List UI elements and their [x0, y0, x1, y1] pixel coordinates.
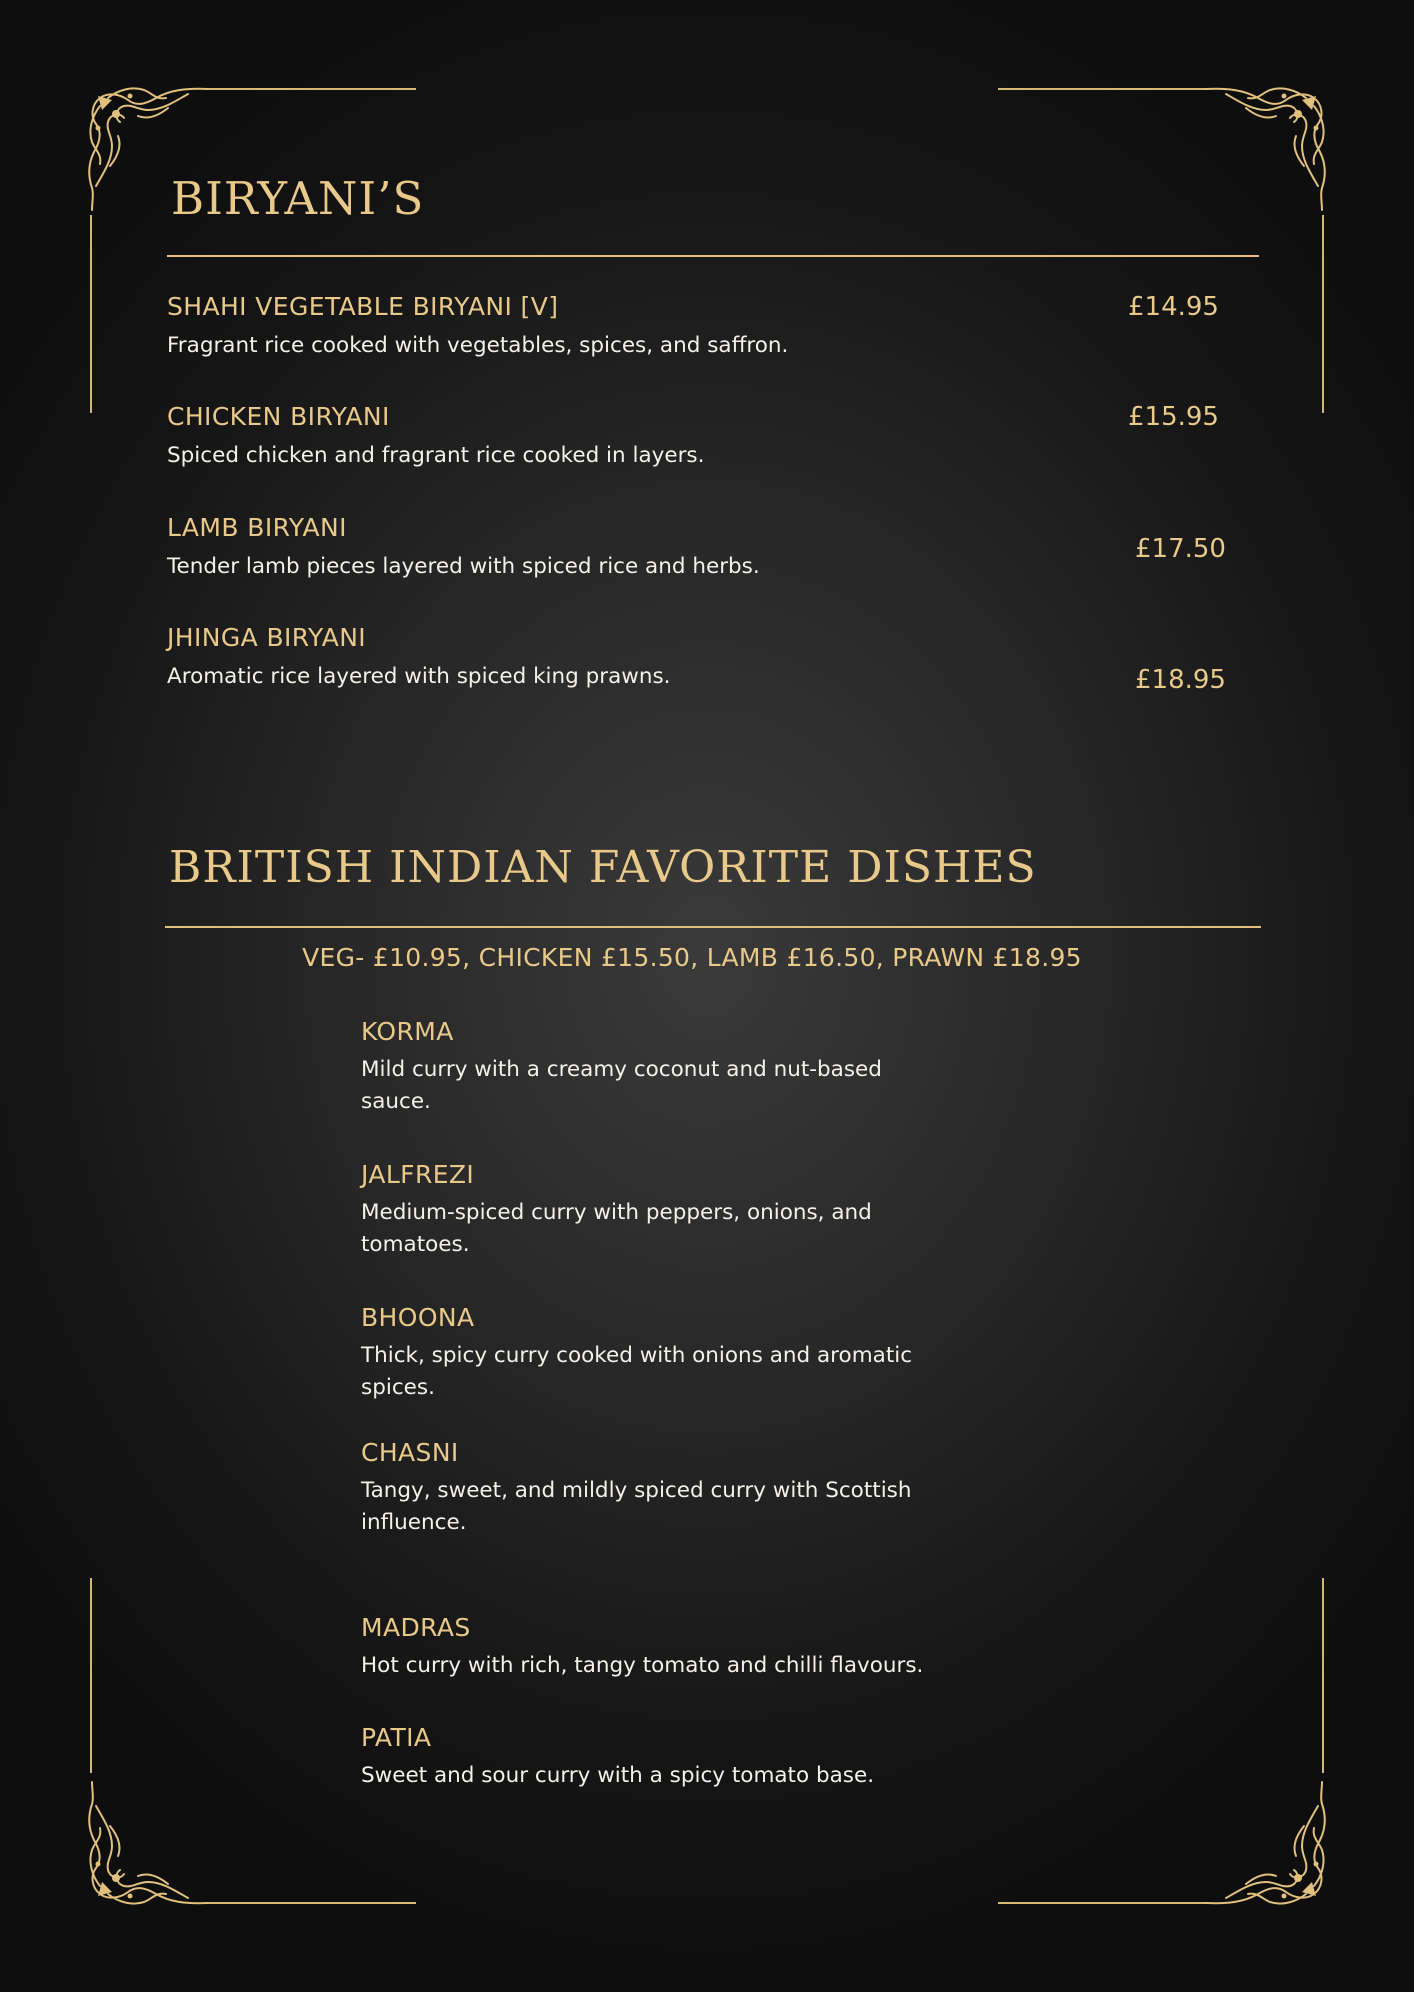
menu-item-description: Mild curry with a creamy coconut and nut-based sauce. — [361, 1057, 882, 1114]
menu-item-name: CHASNI — [361, 1438, 459, 1467]
menu-item-description: Hot curry with rich, tangy tomato and chilli flavours. — [361, 1653, 924, 1678]
menu-item-price: £14.95 — [1128, 292, 1219, 322]
section-divider — [167, 255, 1259, 257]
menu-item-description: Thick, spicy curry cooked with onions and aromatic spices. — [361, 1343, 913, 1400]
menu-item-name: LAMB BIRYANI — [167, 513, 347, 542]
menu-item-description: Sweet and sour curry with a spicy tomato base. — [361, 1763, 875, 1788]
menu-item-description: Tender lamb pieces layered with spiced rice and herbs. — [167, 554, 760, 579]
menu-item-name: SHAHI VEGETABLE BIRYANI [V] — [167, 292, 559, 321]
section-title-british-indian: BRITISH INDIAN FAVORITE DISHES — [169, 842, 1037, 893]
menu-item-name: MADRAS — [361, 1613, 471, 1642]
pricing-line: VEG- £10.95, CHICKEN £15.50, LAMB £16.50, PRAWN £18.95 — [302, 943, 1082, 972]
frame-line-left-top — [90, 215, 92, 413]
menu-item-description: Tangy, sweet, and mildly spiced curry with Scottish influence. — [361, 1478, 912, 1535]
ornamental-corner-icon — [1196, 76, 1336, 216]
menu-item-price: £18.95 — [1135, 665, 1226, 695]
menu-item-name: CHICKEN BIRYANI — [167, 402, 390, 431]
menu-item-name: BHOONA — [361, 1303, 475, 1332]
menu-item-name: PATIA — [361, 1723, 432, 1752]
section-divider — [165, 926, 1261, 928]
frame-line-bottom-right — [998, 1902, 1209, 1904]
menu-item-description: Spiced chicken and fragrant rice cooked in layers. — [167, 443, 705, 468]
menu-item-name: KORMA — [361, 1017, 454, 1046]
section-title-biryanis: BIRYANI’S — [171, 172, 425, 225]
menu-item-name: JALFREZI — [361, 1160, 475, 1189]
menu-item-price: £15.95 — [1128, 402, 1219, 432]
frame-line-left-bottom — [90, 1578, 92, 1773]
frame-line-bottom-left — [205, 1902, 416, 1904]
menu-item-description: Medium-spiced curry with peppers, onions, and tomatoes. — [361, 1200, 872, 1257]
menu-item-description: Fragrant rice cooked with vegetables, spices, and saffron. — [167, 333, 789, 358]
frame-line-right-top — [1322, 215, 1324, 413]
menu-item-name: JHINGA BIRYANI — [167, 623, 367, 652]
frame-line-top-right — [998, 88, 1209, 90]
ornamental-corner-icon — [78, 1776, 218, 1916]
menu-item-description: Aromatic rice layered with spiced king prawns. — [167, 664, 671, 689]
frame-line-right-bottom — [1322, 1578, 1324, 1773]
frame-line-top-left — [205, 88, 416, 90]
ornamental-corner-icon — [1196, 1776, 1336, 1916]
menu-item-price: £17.50 — [1135, 534, 1226, 564]
